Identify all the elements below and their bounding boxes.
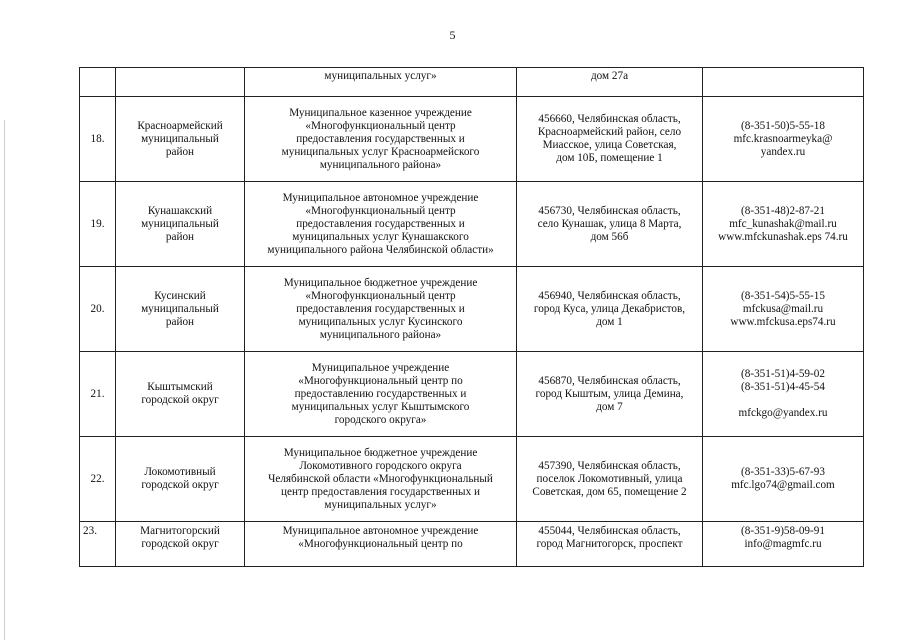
name-line: предоставления государственных и <box>296 302 465 315</box>
cell-district <box>116 97 245 182</box>
district-line: Кусинский <box>154 289 206 302</box>
cell-address <box>517 68 703 97</box>
name-line: предоставлению государственных и <box>294 387 467 400</box>
name-line: «Многофункциональный центр по <box>298 374 463 387</box>
address-line: Миасское, улица Советская, <box>542 139 677 151</box>
name-line: предоставления государственных и <box>296 217 465 230</box>
address-line: дом 56б <box>590 230 629 243</box>
address-line: 457390, Челябинская область, <box>538 459 681 472</box>
cell-contacts <box>703 182 864 267</box>
address-line: дом 1 <box>596 315 623 328</box>
name-line: муниципальных услуг Красноармейского <box>281 145 480 158</box>
table-row <box>80 352 864 437</box>
address-line: поселок Локомотивный, улица <box>536 472 683 485</box>
address-line: 455044, Челябинская область, <box>538 525 681 537</box>
cell-name <box>245 97 517 182</box>
page-number: 5 <box>449 28 456 42</box>
contact-line: (8-351-9)58-09-91 <box>741 525 825 537</box>
cell-contacts <box>703 68 864 97</box>
cell-num: 22. <box>80 437 116 522</box>
cell-district <box>116 68 245 97</box>
cell-contacts <box>703 267 864 352</box>
table-row-continuation <box>80 68 864 97</box>
address-line: 456940, Челябинская область, <box>538 289 681 302</box>
name-line: Муниципальное бюджетное учреждение <box>283 276 478 289</box>
name-line: муниципальных услуг Кусинского <box>298 315 463 328</box>
district-line: район <box>165 315 195 328</box>
cell-address <box>517 267 703 352</box>
district-line: городской округ <box>141 394 219 406</box>
contact-line: mfckgo@yandex.ru <box>738 407 828 419</box>
cell-address <box>517 522 703 567</box>
contact-line: info@magmfc.ru <box>744 538 822 550</box>
blank-line <box>706 394 860 407</box>
district-line: городской округ <box>141 479 219 491</box>
name-line: муниципальных услуг Кунашакского <box>292 230 469 243</box>
cell-contacts <box>703 522 864 567</box>
mfc-table <box>79 67 864 567</box>
cell-name <box>245 352 517 437</box>
cell-name <box>245 267 517 352</box>
name-line: Муниципальное автономное учреждение <box>282 525 479 537</box>
address-line: дом 7 <box>596 400 623 413</box>
cell-address <box>517 352 703 437</box>
contact-line: www.mfckusa.eps74.ru <box>730 315 836 328</box>
scan-edge-line <box>4 120 5 640</box>
name-line: муниципальных услуг Кыштымского <box>291 400 470 413</box>
table-row <box>80 522 864 567</box>
name-line: Челябинской области «Многофункциональный <box>268 472 493 485</box>
cell-district <box>116 352 245 437</box>
contact-line: (8-351-48)2-87-21 <box>741 204 825 217</box>
address-line: дом 27а <box>590 70 629 82</box>
table-row <box>80 182 864 267</box>
name-line: Муниципальное бюджетное учреждение <box>283 446 478 459</box>
contact-line: www.mfckunashak.eps 74.ru <box>718 230 848 243</box>
cell-num <box>80 68 116 97</box>
district-line: Красноармейский <box>137 119 223 132</box>
address-line: 456730, Челябинская область, <box>538 204 681 217</box>
address-line: село Кунашак, улица 8 Марта, <box>537 217 682 230</box>
cell-contacts <box>703 437 864 522</box>
contact-line: (8-351-33)5-67-93 <box>741 466 825 478</box>
name-line: муниципального района Челябинской области» <box>267 243 494 256</box>
name-line: городского округа» <box>334 413 427 426</box>
address-line: 456660, Челябинская область, <box>538 113 681 125</box>
contact-line: mfc.krasnoarmeyka@ <box>733 132 833 145</box>
cell-district <box>116 182 245 267</box>
cell-num: 23. <box>80 522 116 567</box>
name-line: центр предоставления государственных и <box>281 485 480 498</box>
cell-contacts <box>703 97 864 182</box>
name-line: муниципальных услуг» <box>324 498 437 511</box>
name-line: «Многофункциональный центр по <box>298 538 463 550</box>
cell-num: 20. <box>80 267 116 352</box>
cell-num: 21. <box>80 352 116 437</box>
name-line: Муниципальное автономное учреждение <box>282 191 479 204</box>
district-line: Локомотивный <box>144 466 216 478</box>
cell-num: 19. <box>80 182 116 267</box>
cell-district <box>116 437 245 522</box>
address-line: Красноармейский район, село <box>537 126 682 138</box>
name-line: предоставления государственных и <box>296 132 465 145</box>
address-line: город Магнитогорск, проспект <box>536 538 683 550</box>
name-line: Муниципальное учреждение <box>311 361 450 374</box>
name-line: муниципальных услуг» <box>324 70 437 82</box>
contact-line: (8-351-51)4-59-02 <box>741 368 825 380</box>
table-row <box>80 267 864 352</box>
district-line: городской округ <box>141 538 219 550</box>
district-line: муниципальный <box>141 302 219 315</box>
cell-district <box>116 522 245 567</box>
contact-line: mfckusa@mail.ru <box>742 302 824 315</box>
contact-line: (8-351-54)5-55-15 <box>741 289 825 302</box>
district-line: муниципальный <box>141 217 219 230</box>
name-line: «Многофункциональный центр <box>305 289 456 302</box>
cell-address <box>517 97 703 182</box>
district-line: район <box>165 145 195 158</box>
name-line: муниципального района» <box>319 328 442 341</box>
address-line: дом 10Б, помещение 1 <box>556 152 663 164</box>
name-line: муниципального района» <box>319 158 442 171</box>
cell-num: 18. <box>80 97 116 182</box>
name-line: Локомотивного городского округа <box>299 459 462 472</box>
district-line: Магнитогорский <box>140 525 220 537</box>
district-line: район <box>165 230 195 243</box>
cell-name <box>245 522 517 567</box>
cell-name <box>245 437 517 522</box>
name-line: «Многофункциональный центр <box>305 204 456 217</box>
contact-line: (8-351-51)4-45-54 <box>741 381 825 393</box>
district-line: Кунашакский <box>147 204 213 217</box>
table-row <box>80 97 864 182</box>
cell-name <box>245 182 517 267</box>
contact-line: mfc.lgo74@gmail.com <box>731 479 835 491</box>
contact-line: (8-351-50)5-55-18 <box>741 119 825 132</box>
address-line: город Куса, улица Декабристов, <box>533 302 686 315</box>
district-line: муниципальный <box>141 132 219 145</box>
cell-address <box>517 437 703 522</box>
cell-name <box>245 68 517 97</box>
table-row <box>80 437 864 522</box>
contact-line: mfc_kunashak@mail.ru <box>729 217 837 230</box>
district-line: Кыштымский <box>147 381 213 393</box>
address-line: Советская, дом 65, помещение 2 <box>532 485 687 498</box>
cell-contacts <box>703 352 864 437</box>
contact-line: yandex.ru <box>760 145 806 158</box>
address-line: 456870, Челябинская область, <box>538 374 681 387</box>
name-line: «Многофункциональный центр <box>305 119 456 132</box>
cell-address <box>517 182 703 267</box>
cell-district <box>116 267 245 352</box>
name-line: Муниципальное казенное учреждение <box>289 106 472 119</box>
address-line: город Кыштым, улица Демина, <box>535 387 684 400</box>
